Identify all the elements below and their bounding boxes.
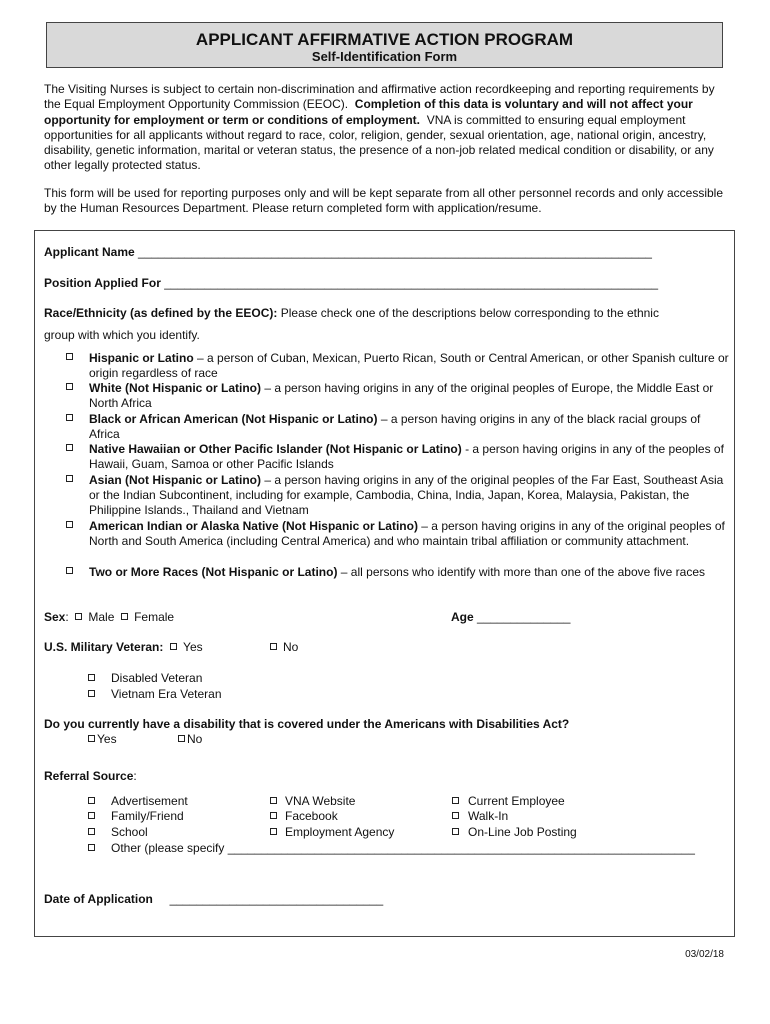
- race-option-desc: – a person of Cuban, Mexican, Puerto Rican, South or Central American, or other Spanish culture or origin regardless of race: [89, 351, 729, 380]
- checkbox[interactable]: [66, 567, 73, 574]
- vietnam-veteran-label: Vietnam Era Veteran: [111, 687, 222, 701]
- disability-yes-label: Yes: [97, 732, 117, 746]
- position-field[interactable]: __________________________________________________________________________: [164, 276, 659, 290]
- checkbox[interactable]: [270, 797, 277, 804]
- disability-no-row: [178, 732, 202, 747]
- form-header: [46, 22, 723, 68]
- race-option-title: Asian (Not Hispanic or Latino): [89, 473, 262, 487]
- date-label: Date of Application: [44, 892, 153, 906]
- applicant-name-field[interactable]: _____________________________________________________________________________: [138, 245, 652, 259]
- referral-label: Referral Source: [44, 769, 134, 783]
- race-option-desc: – a person having origins in any of the original peoples of Europe, the Middle East or North Africa: [89, 381, 714, 410]
- race-option-desc: – a person having origins in any of the original peoples of North and South America (including Central America) and who maintain tribal affiliation or community attachment.: [89, 519, 725, 548]
- form-subtitle: Self-Identification Form: [311, 49, 458, 64]
- disability-no-checkbox[interactable]: [178, 735, 185, 742]
- applicant-name-label: Applicant Name: [44, 245, 135, 259]
- race-option-desc: – a person having origins in any of the original peoples of the Far East, Southeast Asia or the Indian Subcontinent, including for example, Cambodia, China, India, Japan, Korea, Malaysia, Pakistan, the Philippine Islands., Thailand and Vietnam: [89, 473, 724, 517]
- age-field[interactable]: ______________: [477, 610, 571, 624]
- referral-advertisement: Advertisement: [111, 794, 188, 808]
- race-instruction-2: group with which you identify.: [44, 328, 200, 342]
- checkbox[interactable]: [452, 797, 459, 804]
- checkbox[interactable]: [88, 812, 95, 819]
- checkbox[interactable]: [66, 383, 73, 390]
- race-option-white[interactable]: [66, 381, 731, 411]
- checkbox[interactable]: [66, 353, 73, 360]
- race-option-desc: – a person having origins in any of the black racial groups of Africa: [89, 412, 701, 441]
- checkbox[interactable]: [66, 521, 73, 528]
- race-label: Race/Ethnicity (as defined by the EEOC):: [44, 306, 278, 320]
- date-row: [44, 892, 383, 907]
- veteran-label: U.S. Military Veteran:: [44, 640, 164, 654]
- sex-colon: :: [65, 610, 69, 624]
- referral-current-employee: Current Employee: [468, 794, 565, 808]
- race-option-desc: – all persons who identify with more than one of the above five races: [337, 565, 706, 579]
- referral-other-field[interactable]: ______________________________________________________________________: [227, 841, 695, 855]
- disabled-veteran-label: Disabled Veteran: [111, 671, 203, 685]
- referral-other-label: Other (please specify: [111, 841, 225, 855]
- checkbox[interactable]: [88, 828, 95, 835]
- referral-option[interactable]: [452, 809, 508, 824]
- disability-question: [44, 717, 569, 732]
- race-option-hispanic[interactable]: [66, 351, 731, 381]
- referral-online-job-posting: On-Line Job Posting: [468, 825, 577, 839]
- referral-option[interactable]: [452, 794, 565, 809]
- disabled-veteran-checkbox[interactable]: [88, 674, 95, 681]
- veteran-yes-label: Yes: [183, 640, 203, 654]
- race-heading: [44, 306, 659, 321]
- referral-employment-agency: Employment Agency: [285, 825, 395, 839]
- intro-text-a: The Visiting Nurses is subject to certain non-discrimination and affirmative action recordkeeping and reporting requirements by the Equal Employment Opportunity Commission (EEOC).: [44, 82, 715, 112]
- referral-option[interactable]: [452, 825, 577, 840]
- race-option-title: American Indian or Alaska Native (Not Hispanic or Latino): [89, 519, 418, 533]
- race-option-american-indian[interactable]: [66, 519, 731, 549]
- race-option-title: Hispanic or Latino: [89, 351, 194, 365]
- checkbox[interactable]: [66, 475, 73, 482]
- referral-facebook: Facebook: [285, 809, 338, 823]
- sex-label: Sex: [44, 610, 66, 624]
- race-instruction: Please check one of the descriptions below corresponding to the ethnic: [280, 306, 659, 320]
- veteran-no-checkbox[interactable]: [270, 643, 277, 650]
- checkbox[interactable]: [270, 812, 277, 819]
- race-option-desc: - a person having origins in any of the peoples of Hawaii, Guam, Samoa or other Pacific Islands: [89, 442, 724, 471]
- disabled-veteran-row: [88, 671, 202, 686]
- female-checkbox[interactable]: [121, 613, 128, 620]
- form-title: APPLICANT AFFIRMATIVE ACTION PROGRAM: [195, 30, 574, 49]
- checkbox[interactable]: [270, 828, 277, 835]
- age-row: [451, 610, 570, 625]
- referral-colon: :: [133, 769, 137, 783]
- intro-voluntary-notice: Completion of this data is voluntary and will not affect your opportunity for employment or term or conditions of employment.: [44, 97, 693, 127]
- referral-other-row: [88, 841, 695, 856]
- referral-vna-website: VNA Website: [285, 794, 356, 808]
- veteran-no-label: No: [283, 640, 299, 654]
- date-field[interactable]: ________________________________: [169, 892, 384, 906]
- referral-option[interactable]: [270, 794, 355, 809]
- referral-option[interactable]: [88, 809, 184, 824]
- race-option-title: Two or More Races (Not Hispanic or Latino): [89, 565, 338, 579]
- veteran-yes-checkbox[interactable]: [170, 643, 177, 650]
- race-option-black[interactable]: [66, 412, 731, 442]
- position-label: Position Applied For: [44, 276, 161, 290]
- intro-paragraph: [44, 82, 724, 174]
- referral-option[interactable]: [88, 825, 148, 840]
- applicant-name-row: [44, 245, 652, 260]
- referral-walk-in: Walk-In: [468, 809, 509, 823]
- disability-no-label: No: [187, 732, 203, 746]
- male-checkbox[interactable]: [75, 613, 82, 620]
- checkbox[interactable]: [66, 414, 73, 421]
- checkbox[interactable]: [452, 812, 459, 819]
- referral-school: School: [111, 825, 148, 839]
- referral-family-friend: Family/Friend: [111, 809, 184, 823]
- intro-paragraph-2: This form will be used for reporting purposes only and will be kept separate from all other personnel records and only accessible by the Human Resources Department. Please return completed form with application/resume.: [44, 186, 724, 216]
- checkbox[interactable]: [88, 797, 95, 804]
- race-option-asian[interactable]: [66, 473, 731, 518]
- race-option-title: Native Hawaiian or Other Pacific Islander (Not Hispanic or Latino): [89, 442, 462, 456]
- intro-text-b: VNA is committed to ensuring equal employment opportunities for all applicants without regard to race, color, religion, gender, sexual orientation, age, national origin, ancestry, disability, genetic information, marital or veteran status, the presence of a non-job related medical condition or disability, or any other legally protected status.: [44, 112, 714, 173]
- race-option-title: Black or African American (Not Hispanic or Latino): [89, 412, 378, 426]
- referral-other-checkbox[interactable]: [88, 844, 95, 851]
- race-option-pacific-islander[interactable]: [66, 442, 731, 472]
- male-label: Male: [88, 610, 115, 624]
- disability-question-text: Do you currently have a disability that is covered under the Americans with Disabilities Act?: [44, 717, 570, 731]
- vietnam-veteran-checkbox[interactable]: [88, 690, 95, 697]
- referral-option[interactable]: [270, 825, 394, 840]
- race-option-two-or-more[interactable]: [66, 565, 731, 580]
- age-label: Age: [451, 610, 474, 624]
- sex-row: [44, 610, 174, 625]
- veteran-row: [44, 640, 203, 655]
- referral-option[interactable]: [270, 809, 338, 824]
- disability-yes-checkbox[interactable]: [88, 735, 95, 742]
- position-row: [44, 276, 658, 291]
- disability-yes-row: [88, 732, 117, 747]
- referral-option[interactable]: [88, 794, 188, 809]
- race-option-title: White (Not Hispanic or Latino): [89, 381, 261, 395]
- checkbox[interactable]: [452, 828, 459, 835]
- revision-date: 03/02/18: [685, 949, 724, 960]
- vietnam-veteran-row: [88, 687, 222, 702]
- checkbox[interactable]: [66, 444, 73, 451]
- referral-heading: [44, 769, 137, 784]
- veteran-no-row: [270, 640, 298, 655]
- female-label: Female: [134, 610, 175, 624]
